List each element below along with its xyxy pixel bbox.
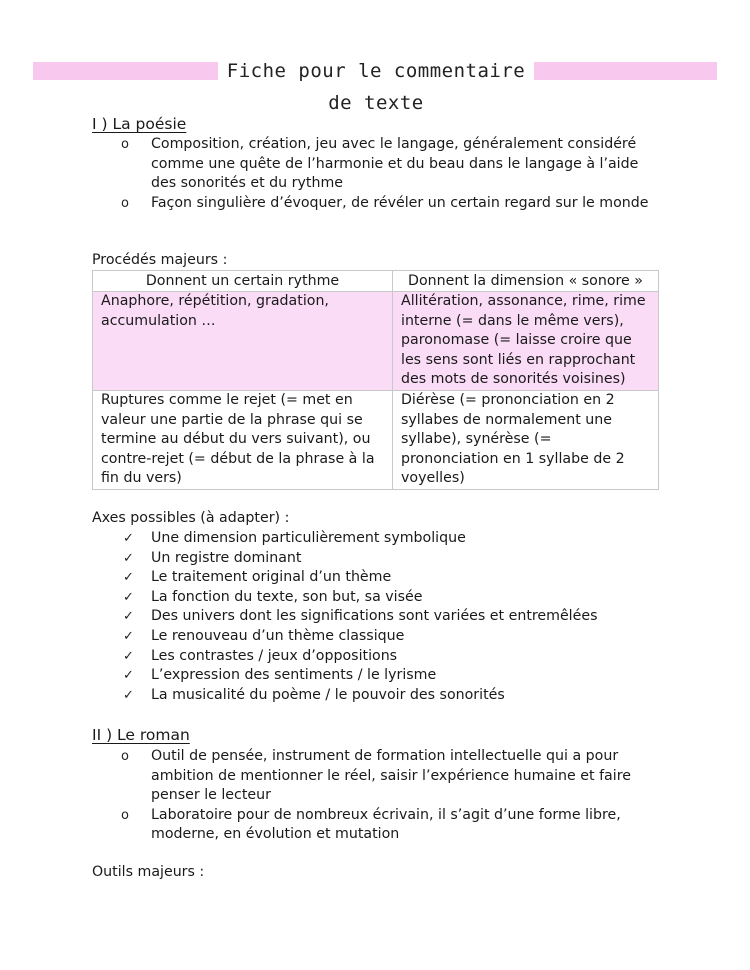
poesie-bullet-list — [92, 135, 652, 213]
section-heading-roman: II ) Le roman — [92, 726, 190, 744]
list-item — [92, 194, 652, 214]
roman-bullet-list — [92, 747, 652, 845]
check-icon: ✓ — [123, 668, 134, 684]
list-item — [92, 549, 672, 569]
list-item-text: Laboratoire pour de nombreux écrivain, il s’agit d’une forme libre, moderne, en évolution et mutation — [151, 806, 621, 843]
check-icon: ✓ — [123, 531, 134, 546]
list-item-text: L’expression des sentiments / le lyrisme — [151, 667, 437, 684]
list-item — [92, 568, 672, 588]
procedes-label: Procédés majeurs : — [92, 252, 228, 268]
list-item — [92, 747, 652, 806]
list-item-text: Le renouveau d’un thème classique — [151, 627, 405, 644]
table-row — [93, 391, 659, 490]
list-item — [92, 529, 672, 549]
list-item — [92, 647, 672, 667]
table-cell: Allitération, assonance, rime, rime interne (= dans le même vers), paronomase (= laisse croire que les sens sont liés en rapprochant des mots de sonorités voisines) — [393, 292, 659, 391]
list-item — [92, 627, 672, 647]
table-header-rythme: Donnent un certain rythme — [93, 271, 393, 292]
check-icon: ✓ — [123, 687, 134, 703]
bullet-marker: o — [121, 749, 129, 764]
axes-label: Axes possibles (à adapter) : — [92, 510, 290, 526]
axes-checklist — [92, 529, 672, 705]
list-item — [92, 607, 672, 627]
page-title: Fiche pour le commentaire de texte — [218, 55, 534, 87]
section-heading-poesie: I ) La poésie — [92, 115, 187, 133]
check-icon: ✓ — [123, 570, 134, 586]
outils-label: Outils majeurs : — [92, 864, 205, 880]
check-icon: ✓ — [123, 609, 134, 625]
check-icon: ✓ — [123, 628, 134, 644]
list-item-text: Une dimension particulièrement symbolique — [151, 530, 466, 546]
list-item — [92, 666, 672, 686]
bullet-marker: o — [121, 137, 129, 152]
bullet-marker: o — [121, 195, 129, 211]
list-item — [92, 806, 652, 845]
list-item-text: Outil de pensée, instrument de formation intellectuelle qui a pour ambition de mentionner le réel, saisir l’expérience humaine et faire penser le lecteur — [151, 748, 631, 804]
list-item — [92, 135, 652, 194]
table-cell: Diérèse (= prononciation en 2 syllabes de normalement une syllabe), synérèse (= prononciation en 1 syllabe de 2 voyelles) — [393, 391, 659, 490]
check-icon: ✓ — [123, 550, 134, 566]
list-item-text: Le traitement original d’un thème — [151, 569, 392, 586]
list-item-text: Façon singulière d’évoquer, de révéler un certain regard sur le monde — [151, 194, 649, 211]
table-cell: Ruptures comme le rejet (= met en valeur une partie de la phrase qui se termine au début du vers suivant), ou contre-rejet (= début de la phrase à la fin du vers) — [93, 391, 393, 490]
bullet-marker: o — [121, 807, 129, 823]
list-item-text: La fonction du texte, son but, sa visée — [151, 588, 423, 605]
check-icon: ✓ — [123, 648, 134, 664]
procedes-table — [92, 270, 659, 490]
list-item-text: La musicalité du poème / le pouvoir des sonorités — [151, 686, 505, 703]
table-header-sonore: Donnent la dimension « sonore » — [393, 271, 659, 292]
list-item-text: Composition, création, jeu avec le langage, généralement considéré comme une quête de l’harmonie et du beau dans le langage à l’aide des sonorités et du rythme — [151, 136, 639, 192]
table-row — [93, 292, 659, 391]
list-item-text: Un registre dominant — [151, 549, 302, 566]
list-item-text: Des univers dont les significations sont variées et entremêlées — [151, 608, 598, 625]
list-item-text: Les contrastes / jeux d’oppositions — [151, 647, 398, 664]
table-cell: Anaphore, répétition, gradation, accumulation … — [93, 292, 393, 391]
list-item — [92, 686, 672, 706]
list-item — [92, 588, 672, 608]
check-icon: ✓ — [123, 589, 134, 605]
